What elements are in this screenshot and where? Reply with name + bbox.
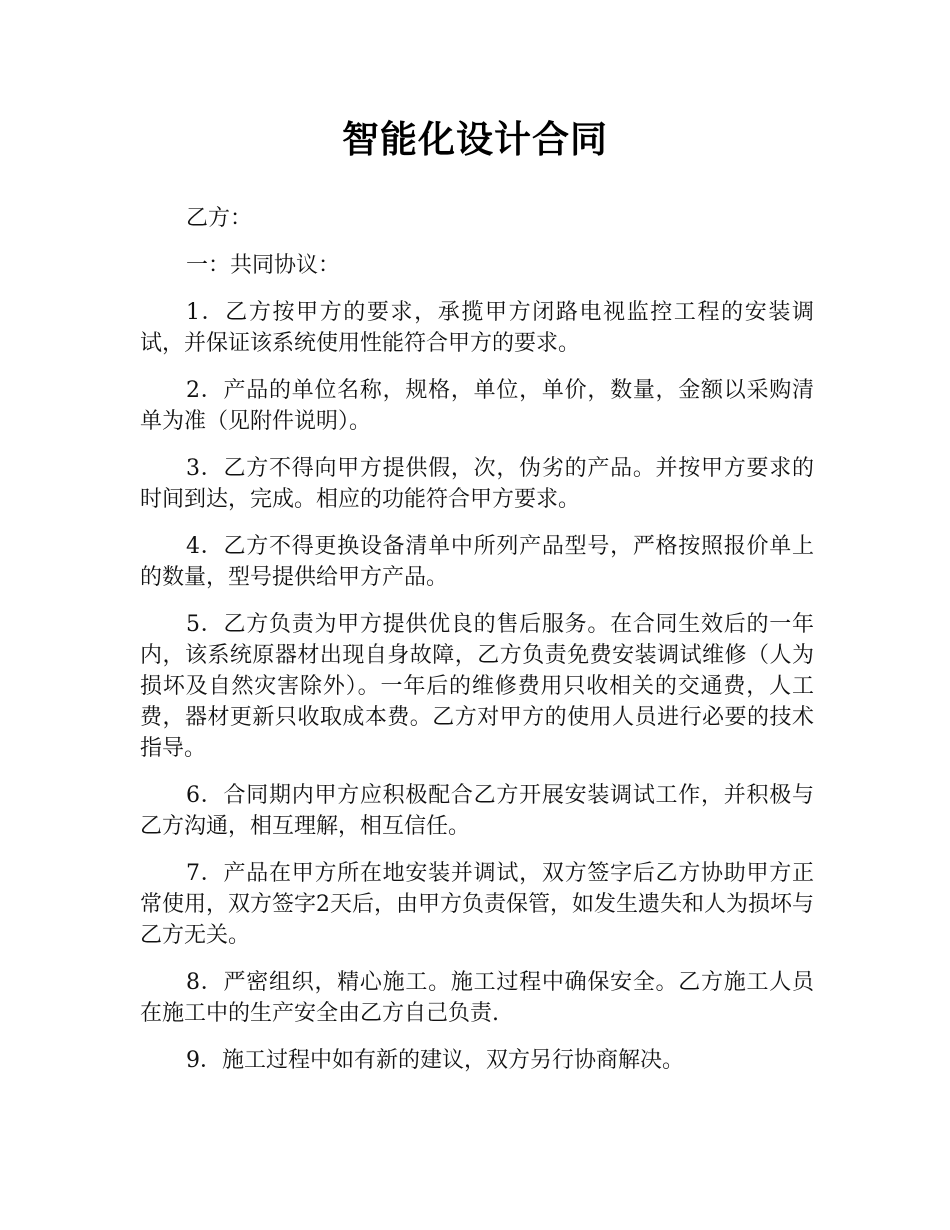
document-title: 智能化设计合同 bbox=[342, 118, 608, 161]
clause-4: 4．乙方不得更换设备清单中所列产品型号，严格按照报价单上的数量，型号提供给甲方产品。 bbox=[140, 534, 814, 590]
clause-8: 8．严密组织，精心施工。施工过程中确保安全。乙方施工人员在施工中的生产安全由乙方自己负责. bbox=[140, 970, 814, 1026]
clause-3: 3．乙方不得向甲方提供假，次，伪劣的产品。并按甲方要求的时间到达，完成。相应的功能符合甲方要求。 bbox=[140, 456, 814, 512]
clause-1: 1．乙方按甲方的要求，承揽甲方闭路电视监控工程的安装调试，并保证该系统使用性能符合甲方的要求。 bbox=[140, 300, 814, 356]
clause-2: 2．产品的单位名称，规格，单位，单价，数量，金额以采购清单为准（见附件说明）。 bbox=[140, 378, 814, 434]
party-b-line: 乙方： bbox=[186, 206, 253, 231]
document-body bbox=[140, 203, 814, 1092]
clause-7: 7．产品在甲方所在地安装并调试，双方签字后乙方协助甲方正常使用，双方签字2天后，由甲方负责保管，如发生遗失和人为损坏与乙方无关。 bbox=[140, 861, 814, 948]
section-heading: 一：共同协议： bbox=[186, 253, 341, 278]
clause-5: 5．乙方负责为甲方提供优良的售后服务。在合同生效后的一年内，该系统原器材出现自身故障，乙方负责免费安装调试维修（人为损坏及自然灾害除外）。一年后的维修费用只收相关的交通费，人工费，器材更新只收取成本费。乙方对甲方的使用人员进行必要的技术指导。 bbox=[140, 612, 814, 761]
clause-6: 6．合同期内甲方应积极配合乙方开展安装调试工作，并积极与乙方沟通，相互理解，相互信任。 bbox=[140, 783, 814, 839]
clause-9: 9．施工过程中如有新的建议，双方另行协商解决。 bbox=[186, 1048, 684, 1073]
